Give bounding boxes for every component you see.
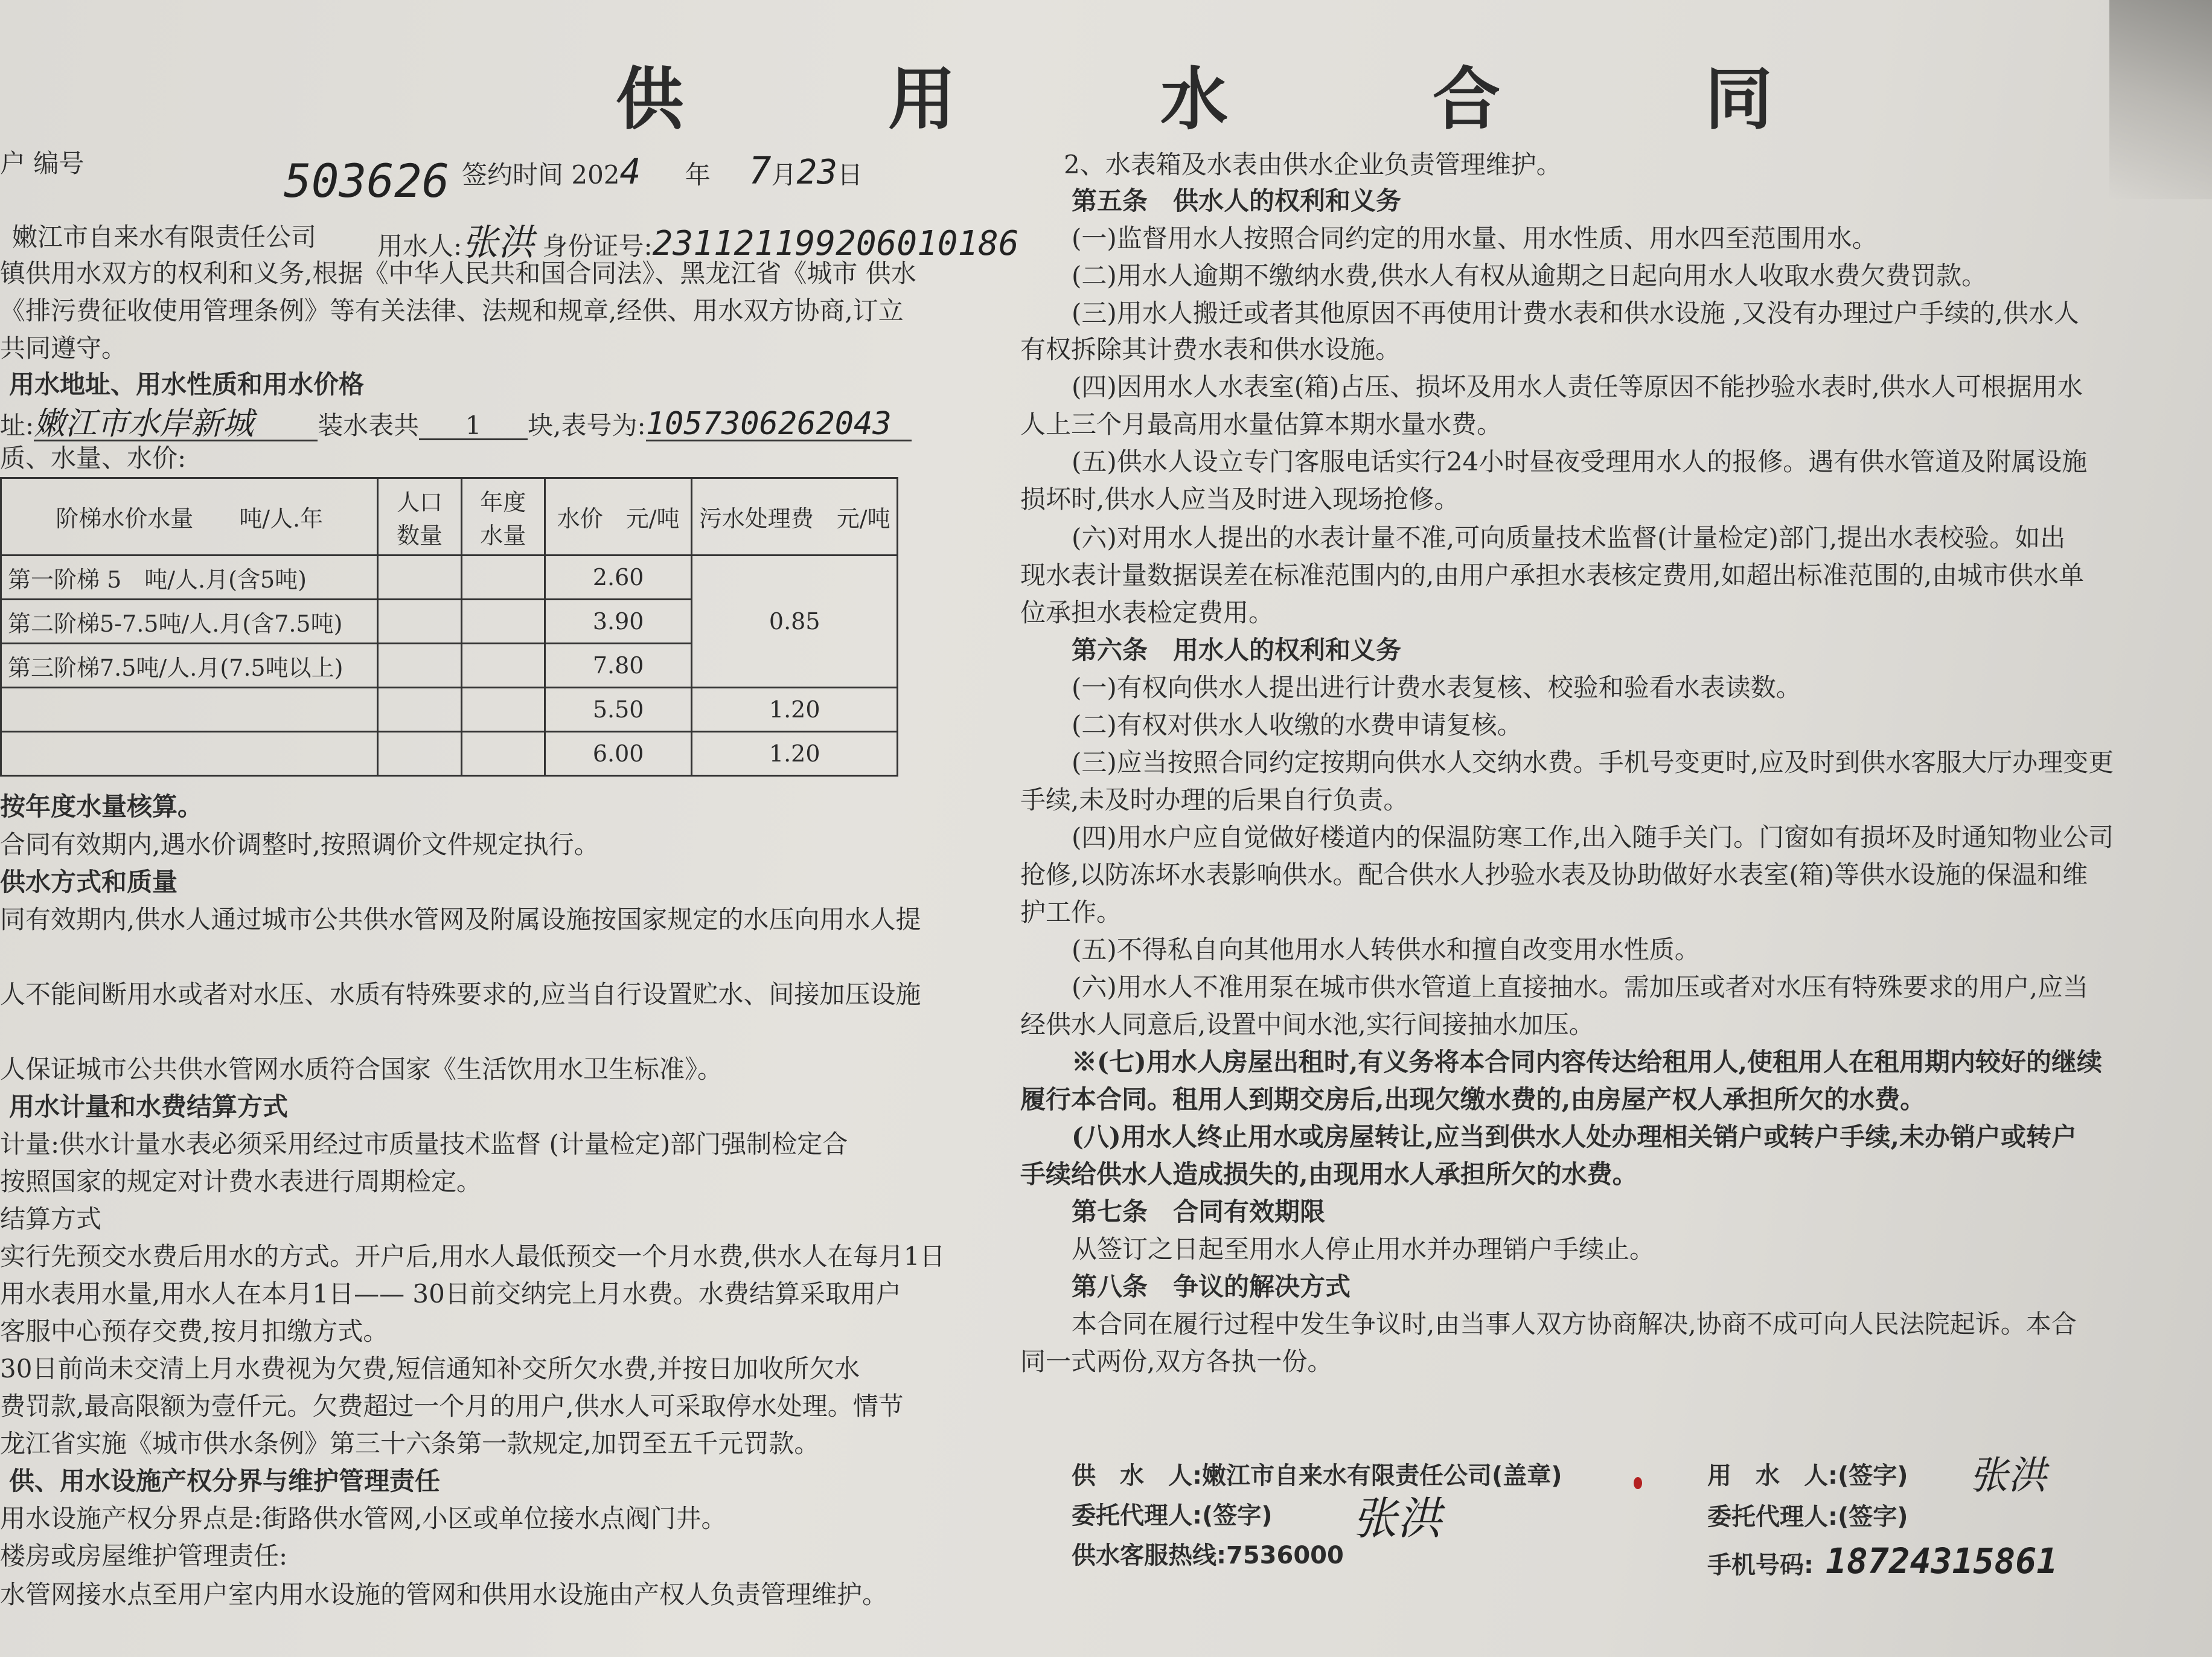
a5-line-6a: (六)对用水人提出的水表计量不准,可向质量技术监督(计量检定)部门,提出水表校验。如出 (1072, 523, 2066, 553)
phone-handwritten: 18724315861 (1826, 1540, 2058, 1582)
a6-line-6a: (六)用水人不准用泵在城市供水管道上直接抽水。需加压或者对水压有特殊要求的用户,应当 (1072, 972, 2089, 1002)
section-3-title: 用水计量和水费结算方式 (9, 1092, 289, 1121)
day-handwritten: 23 (796, 153, 837, 192)
a6-line-7b: 履行本合同。租用人到期交房后,出现欠缴水费的,由房屋产权人承担所欠的水费。 (1020, 1085, 1926, 1114)
supplier-agent-line: 委托代理人:(签字) (1072, 1502, 1273, 1530)
section-2-title: 供水方式和质量 (0, 867, 178, 897)
a7-line-1: 从签订之日起至用水人停止用水并办理销户手续止。 (1072, 1234, 1655, 1264)
a5-line-5b: 损坏时,供水人应当及时进入现场抢修。 (1020, 484, 1460, 514)
water-price-table (0, 477, 898, 777)
a5-line-2: (二)用水人逾期不缴纳水费,供水人有权从逾期之日起向用水人收取水费欠费罚款。 (1072, 261, 1987, 290)
a6-line-1: (一)有权向供水人提出进行计费水表复核、校验和验看水表读数。 (1072, 673, 1801, 702)
col-header-population: 人口 数量 (378, 478, 461, 556)
supplier-name: 嫩江市自来水有限责任公司 (12, 222, 317, 252)
red-seal-mark (1634, 1477, 1642, 1489)
a5-line-6c: 位承担水表检定费用。 (1020, 598, 1274, 627)
a6-line-2: (二)有权对供水人收缴的水费申请复核。 (1072, 710, 1523, 740)
section-1-title: 用水地址、用水性质和用水价格 (9, 370, 365, 399)
s3-line-8: 费罚款,最高限额为壹仟元。欠费超过一个月的用户,供水人可采取停水处理。情节 (0, 1391, 904, 1421)
s2-line-1: 同有效期内,供水人通过城市公共供水管网及附属设施按国家规定的水压向用水人提 (0, 905, 921, 934)
user-sign-line: 用 水 人:(签字) (1707, 1462, 1908, 1490)
a6-line-8b: 手续给供水人造成损失的,由现用水人承担所欠的水费。 (1020, 1159, 1638, 1189)
sewage-merged-cell: 0.85 (692, 556, 898, 688)
table-row: 第一阶梯 5 吨/人.月(含5吨) 2.60 0.85 (1, 556, 898, 600)
id-number-handwritten: 231121199206010186 (652, 224, 1019, 263)
col-header-price: 水价 元/吨 (545, 478, 692, 556)
s3-line-1: 计量:供水计量水表必须采用经过市质量技术监督 (计量检定)部门强制检定合 (0, 1129, 848, 1159)
year-handwritten: 4 (619, 151, 641, 192)
user-name-handwritten: 张洪 (462, 222, 535, 264)
address-handwritten: 嫩江市水岸新城 (34, 408, 318, 441)
col-header-sewage-fee: 污水处理费 元/吨 (692, 478, 898, 556)
account-label: 户 编号 (0, 149, 85, 178)
col-header-annual-volume: 年度 水量 (461, 478, 545, 556)
intro-line-1: 镇供用水双方的权利和义务,根据《中华人民共和国合同法》、黑龙江省《城市 供水 (0, 258, 916, 288)
a8-line-1a: 本合同在履行过程中发生争议时,由当事人双方协商解决,协商不成可向人民法院起诉。本合 (1072, 1309, 2077, 1339)
s2-line-2: 人不能间断用水或者对水压、水质有特殊要求的,应当自行设置贮水、间接加压设施 (0, 979, 921, 1009)
month-handwritten: 7 (749, 149, 772, 193)
a5-line-6b: 现水表计量数据误差在标准范围内的,由用户承担水表核定费用,如超出标准范围的,由城市供水单 (1020, 560, 2085, 590)
s3-line-6: 客服中心预存交费,按月扣缴方式。 (0, 1316, 389, 1346)
address-line: 址:嫩江市水岸新城 装水表共 1 块,表号为:1057306262043 (0, 408, 912, 441)
nature-line: 质、水量、水价: (0, 443, 187, 473)
s3-line-2: 按照国家的规定对计费水表进行周期检定。 (0, 1167, 482, 1196)
article-7-title: 第七条 合同有效期限 (1072, 1197, 1326, 1226)
a5-line-4b: 人上三个月最高用水量估算本期水量水费。 (1020, 409, 1503, 439)
article-8-title: 第八条 争议的解决方式 (1072, 1272, 1351, 1301)
page-fold-shadow (2109, 0, 2212, 199)
a6-line-7a: ※(七)用水人房屋出租时,有义务将本合同内容传达给租用人,使租用人在租用期内较好的继续 (1072, 1047, 2102, 1077)
article-5-title: 第五条 供水人的权利和义务 (1072, 186, 1402, 216)
r-line-0: 2、水表箱及水表由供水企业负责管理维护。 (1064, 150, 1562, 179)
user-signature: 张洪 (1969, 1453, 2047, 1498)
table-row: 第三阶梯7.5吨/人.月(7.5吨以上) 7.80 (1, 644, 898, 688)
account-number-handwritten: 503626 (284, 154, 450, 208)
intro-line-2: 《排污费征收使用管理条例》等有关法律、法规和规章,经供、用水双方协商,订立 (0, 296, 904, 325)
s3-line-4: 实行先预交水费后用水的方式。开户后,用水人最低预交一个月水费,供水人在每月1日 (0, 1242, 945, 1271)
s3-line-9: 龙江省实施《城市供水条例》第三十六条第一款规定,加罚至五千元罚款。 (0, 1429, 820, 1458)
a6-line-6b: 经供水人同意后,设置中间水池,实行间接抽水加压。 (1020, 1010, 1594, 1039)
hotline-line: 供水客服热线:7536000 (1072, 1542, 1344, 1569)
user-line: 用水人:张洪 身份证号:231121199206010186 (377, 222, 1019, 264)
a6-line-4b: 抢修,以防冻坏水表影响供水。配合供水人抄验水表及协助做好水表室(箱)等供水设施的保温和维 (1020, 860, 2088, 889)
a6-line-5: (五)不得私自向其他用水人转供水和擅自改变用水性质。 (1072, 935, 1700, 964)
document-title: 供 用 水 合 同 (616, 60, 1863, 139)
a6-line-3a: (三)应当按照合同约定按期向供水人交纳水费。手机号变更时,应及时到供水客服大厅办理变更 (1072, 748, 2114, 777)
s3-line-5: 用水表用水量,用水人在本月1日—— 30日前交纳完上月水费。水费结算采取用户 (0, 1279, 901, 1309)
sign-date-line: 签约时间 2024 年 7月23日 (462, 149, 863, 193)
s3-line-7: 30日前尚未交清上月水费视为欠费,短信通知补交所欠水费,并按日加收所欠水 (0, 1354, 860, 1383)
supplier-sign-line: 供 水 人:嫩江市自来水有限责任公司(盖章) (1072, 1462, 1562, 1490)
a6-line-8a: (八)用水人终止用水或房屋转让,应当到供水人处办理相关销户或转户手续,未办销户或转户 (1072, 1122, 2077, 1152)
a6-line-3b: 手续,未及时办理的后果自行负责。 (1020, 785, 1409, 815)
s4-line-2: 楼房或房屋维护管理责任: (0, 1541, 288, 1571)
s2-line-3: 人保证城市公共供水管网水质符合国家《生活饮用水卫生标准》。 (0, 1054, 723, 1084)
s4-line-3: 水管网接水点至用户室内用水设施的管网和供用水设施由产权人负责管理维护。 (0, 1580, 888, 1609)
s3-line-3: 结算方式 (0, 1204, 102, 1234)
a5-line-3a: (三)用水人搬迁或者其他原因不再使用计费水表和供水设施 ,又没有办理过户手续的,供水人 (1072, 298, 2079, 328)
col-header-tier: 阶梯水价水量 吨/人.年 (1, 478, 378, 556)
section-4-title: 供、用水设施产权分界与维护管理责任 (9, 1466, 441, 1496)
s4-line-1: 用水设施产权分界点是:街路供水管网,小区或单位接水点阀门井。 (0, 1504, 727, 1533)
table-row: 6.00 1.20 (1, 732, 898, 776)
a5-line-1: (一)监督用水人按照合同约定的用水量、用水性质、用水四至范围用水。 (1072, 223, 1878, 253)
article-6-title: 第六条 用水人的权利和义务 (1072, 635, 1402, 665)
a5-line-5a: (五)供水人设立专门客服电话实行24小时昼夜受理用水人的报修。遇有供水管道及附属设施 (1072, 447, 2088, 476)
price-adjust-note: 合同有效期内,遇水价调整时,按照调价文件规定执行。 (0, 830, 599, 859)
meter-number-handwritten: 1057306262043 (646, 408, 912, 441)
a5-line-3b: 有权拆除其计费水表和供水设施。 (1020, 335, 1401, 364)
phone-line: 手机号码: 18724315861 (1707, 1540, 2058, 1582)
supplier-agent-signature: 张洪 (1352, 1493, 1442, 1545)
table-row: 5.50 1.20 (1, 688, 898, 732)
meter-count-handwritten: 1 (419, 413, 528, 440)
a6-line-4a: (四)用水户应自觉做好楼道内的保温防寒工作,出入随手关门。门窗如有损坏及时通知物业公司 (1072, 822, 2114, 852)
a6-line-4c: 护工作。 (1020, 897, 1122, 927)
a5-line-4a: (四)因用水人水表室(箱)占压、损坏及用水人责任等原因不能抄验水表时,供水人可根据用水 (1072, 372, 2083, 402)
annual-accounting: 按年度水量核算。 (0, 792, 203, 821)
user-agent-line: 委托代理人:(签字) (1707, 1503, 1908, 1531)
a8-line-1b: 同一式两份,双方各执一份。 (1020, 1347, 1333, 1376)
table-row: 第二阶梯5-7.5吨/人.月(含7.5吨) 3.90 (1, 600, 898, 644)
intro-line-3: 共同遵守。 (0, 333, 127, 363)
